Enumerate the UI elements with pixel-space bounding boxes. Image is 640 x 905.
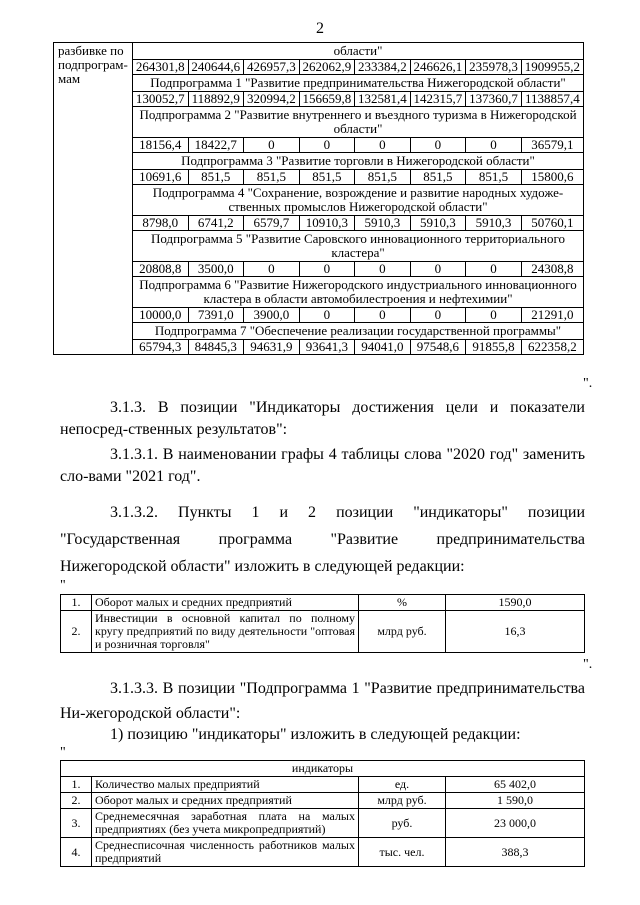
indicator-unit: руб. [359, 809, 446, 838]
value-cell: 5910,3 [410, 216, 466, 231]
row-label: разбивке по подпрограм-мам [54, 43, 133, 355]
indicator-name: Оборот малых и средних предприятий [92, 793, 359, 809]
table-header: индикаторы [61, 761, 585, 777]
indicator-value: 16,3 [446, 611, 585, 653]
value-cell: 0 [299, 138, 355, 153]
table3-open-quote: " [60, 745, 66, 760]
indicator-value: 1590,0 [446, 595, 585, 611]
table2-close-quote: ". [583, 657, 593, 672]
value-cell: 0 [410, 138, 466, 153]
row-number: 2. [61, 611, 92, 653]
value-cell: 0 [299, 308, 355, 323]
value-cell: 0 [244, 138, 300, 153]
value-cell: 50760,1 [521, 216, 583, 231]
subprogram-heading-row [54, 75, 584, 92]
subprogram-heading-row [54, 277, 584, 308]
value-cell: 0 [244, 262, 300, 277]
value-cell: 0 [410, 262, 466, 277]
value-cell: 84845,3 [188, 340, 244, 355]
indicator-name: Среднемесячная заработная плата на малых предприятиях (без учета микропредприятий) [92, 809, 359, 838]
indicator-value: 23 000,0 [446, 809, 585, 838]
value-cell: 21291,0 [521, 308, 583, 323]
value-cell: 851,5 [188, 170, 244, 185]
value-cell: 0 [466, 308, 522, 323]
values-row [54, 308, 584, 323]
para-3-1-3-3: 3.1.3.3. В позиции "Подпрограмма 1 "Развитие предпринимательства Ни-жегородской области": [60, 680, 585, 722]
value-cell: 264301,8 [133, 60, 189, 75]
indicator-unit: млрд руб. [359, 611, 446, 653]
row-number: 1. [61, 595, 92, 611]
values-row [54, 92, 584, 107]
value-cell: 851,5 [299, 170, 355, 185]
table1-close-quote: ". [583, 376, 593, 391]
value-cell: 6741,2 [188, 216, 244, 231]
indicator-name: Оборот малых и средних предприятий [92, 595, 359, 611]
value-cell: 65794,3 [133, 340, 189, 355]
value-cell: 851,5 [355, 170, 411, 185]
value-cell: 156659,8 [299, 92, 355, 107]
value-cell: 18422,7 [188, 138, 244, 153]
value-cell: 0 [466, 138, 522, 153]
values-row [54, 340, 584, 355]
value-cell: 6579,7 [244, 216, 300, 231]
value-cell: 36579,1 [521, 138, 583, 153]
value-cell: 5910,3 [466, 216, 522, 231]
value-cell: 0 [299, 262, 355, 277]
subprogram-title: Подпрограмма 1 "Развитие предпринимательства Нижегородской области" [133, 75, 584, 92]
value-cell: 3900,0 [244, 308, 300, 323]
value-cell: 851,5 [244, 170, 300, 185]
row-number: 1. [61, 777, 92, 793]
value-cell: 1909955,2 [521, 60, 583, 75]
value-cell: 132581,4 [355, 92, 411, 107]
value-cell: 3500,0 [188, 262, 244, 277]
indicator-unit: тыс. чел. [359, 838, 446, 867]
para-item-1: 1) позицию "индикаторы" изложить в следующей редакции: [110, 726, 521, 743]
subprogram-heading-row [54, 43, 584, 60]
indicators-table-program [60, 594, 585, 653]
value-cell: 10910,3 [299, 216, 355, 231]
indicator-row [61, 838, 585, 867]
budget-table [53, 42, 584, 355]
value-cell: 8798,0 [133, 216, 189, 231]
subprogram-title: Подпрограмма 2 "Развитие внутреннего и въездного туризма в Нижегородской области" [133, 107, 584, 138]
subprogram-heading-row [54, 107, 584, 138]
value-cell: 622358,2 [521, 340, 583, 355]
subprogram-heading-row [54, 231, 584, 262]
indicator-name: Количество малых предприятий [92, 777, 359, 793]
value-cell: 91855,8 [466, 340, 522, 355]
indicators-table-subprogram [60, 760, 585, 867]
value-cell: 20808,8 [133, 262, 189, 277]
indicator-value: 65 402,0 [446, 777, 585, 793]
indicator-name: Среднесписочная численность работников малых предприятий [92, 838, 359, 867]
para-3-1-3: 3.1.3. В позиции "Индикаторы достижения цели и показатели непосред-ственных результатов": [60, 399, 585, 438]
value-cell: 130052,7 [133, 92, 189, 107]
value-cell: 137360,7 [466, 92, 522, 107]
value-cell: 262062,9 [299, 60, 355, 75]
indicator-name: Инвестиции в основной капитал по полному кругу предприятий по виду деятельности "оптовая и розничная торговля" [92, 611, 359, 653]
subprogram-title: Подпрограмма 6 "Развитие Нижегородского индустриального инновационного кластера в области автомобилестроения и нефтехимии" [133, 277, 584, 308]
value-cell: 24308,8 [521, 262, 583, 277]
row-number: 3. [61, 809, 92, 838]
values-row [54, 170, 584, 185]
value-cell: 235978,3 [466, 60, 522, 75]
value-cell: 233384,2 [355, 60, 411, 75]
value-cell: 0 [466, 262, 522, 277]
value-cell: 10691,6 [133, 170, 189, 185]
subprogram-heading-row [54, 185, 584, 216]
value-cell: 18156,4 [133, 138, 189, 153]
row-number: 2. [61, 793, 92, 809]
value-cell: 0 [355, 308, 411, 323]
subprogram-title: Подпрограмма 5 "Развитие Саровского инновационного территориального кластера" [133, 231, 584, 262]
subprogram-heading-row [54, 323, 584, 340]
value-cell: 320994,2 [244, 92, 300, 107]
value-cell: 240644,6 [188, 60, 244, 75]
value-cell: 118892,9 [188, 92, 244, 107]
subprogram-title: Подпрограмма 3 "Развитие торговли в Нижегородской области" [133, 153, 584, 170]
row-number: 4. [61, 838, 92, 867]
indicator-value: 388,3 [446, 838, 585, 867]
value-cell: 94041,0 [355, 340, 411, 355]
value-cell: 93641,3 [299, 340, 355, 355]
value-cell: 246626,1 [410, 60, 466, 75]
value-cell: 0 [355, 262, 411, 277]
indicator-value: 1 590,0 [446, 793, 585, 809]
values-row [54, 60, 584, 75]
value-cell: 851,5 [466, 170, 522, 185]
values-row [54, 262, 584, 277]
value-cell: 94631,9 [244, 340, 300, 355]
value-cell: 0 [355, 138, 411, 153]
value-cell: 851,5 [410, 170, 466, 185]
indicator-unit: млрд руб. [359, 793, 446, 809]
value-cell: 5910,3 [355, 216, 411, 231]
value-cell: 426957,3 [244, 60, 300, 75]
indicator-row [61, 809, 585, 838]
value-cell: 97548,6 [410, 340, 466, 355]
subprogram-title: Подпрограмма 4 "Сохранение, возрождение и развитие народных художе-ственных промыслов Нижегородской области" [133, 185, 584, 216]
para-3-1-3-2: 3.1.3.2. Пункты 1 и 2 позиции "индикаторы" позиции "Государственная программа "Развитие предпринимательства Нижегородской области" изложить в следующей редакции: [60, 504, 585, 575]
values-row [54, 138, 584, 153]
values-row [54, 216, 584, 231]
table2-open-quote: " [60, 578, 66, 593]
indicator-row [61, 595, 585, 611]
indicator-row [61, 611, 585, 653]
value-cell: 1138857,4 [521, 92, 583, 107]
indicator-row [61, 777, 585, 793]
value-cell: 142315,7 [410, 92, 466, 107]
subprogram-title: Подпрограмма 7 "Обеспечение реализации государственной программы" [133, 323, 584, 340]
value-cell: 15800,6 [521, 170, 583, 185]
para-3-1-3-1: 3.1.3.1. В наименовании графы 4 таблицы слова "2020 год" заменить сло-вами "2021 год". [60, 446, 585, 485]
page-number: 2 [316, 20, 324, 37]
value-cell: 0 [410, 308, 466, 323]
indicator-row [61, 793, 585, 809]
indicator-unit: ед. [359, 777, 446, 793]
subprogram-title: области" [133, 43, 584, 60]
value-cell: 10000,0 [133, 308, 189, 323]
indicator-unit: % [359, 595, 446, 611]
subprogram-heading-row [54, 153, 584, 170]
value-cell: 7391,0 [188, 308, 244, 323]
